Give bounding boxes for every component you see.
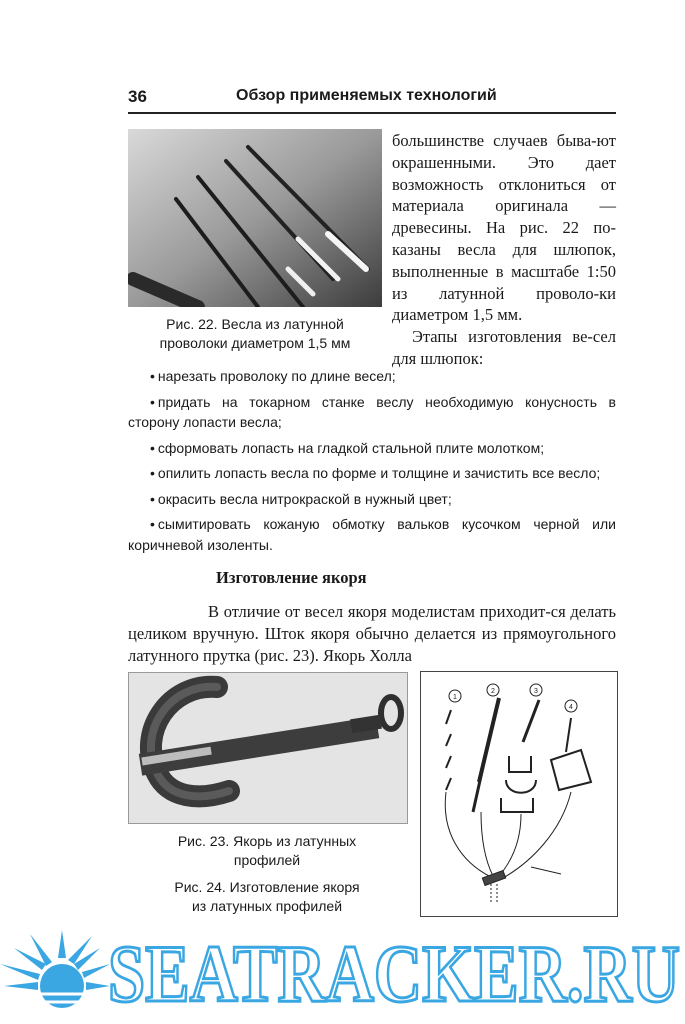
column-paragraph-1: большинстве случаев быва-ют окрашенными. Это дает возможность отклониться от материала оригинала — древесины. На рис. 22 по-казаны весла для шлюпок, выполненные в масштабе 1:50 из латунной проволо-ки диаметром 1,5 мм. [392, 131, 616, 325]
anchor-assembly-diagram [421, 672, 617, 916]
list-item: • сформовать лопасть на гладкой стальной плите молотком; [150, 439, 545, 456]
oars-illustration [128, 129, 382, 307]
sun-logo-icon [0, 928, 110, 1024]
figure-24-diagram [420, 671, 618, 917]
figure-23-caption-line2: профилей [233, 852, 301, 868]
step-label: 1 [453, 694, 457, 701]
page-number: 36 [128, 87, 147, 106]
figure-23-anchor-photo [128, 672, 408, 824]
bullet-dot: • [150, 516, 155, 532]
list-item: • сымитировать кожаную обмотку вальков кусочком черной или коричневой изоленты. [128, 516, 616, 553]
figure-24-caption-line2: из латунных профилей [191, 898, 343, 914]
figure-22-caption [128, 315, 382, 353]
figure-22-caption-line2: проволоки диаметром 1,5 мм [159, 335, 351, 351]
bullet-dot: • [150, 393, 155, 410]
right-column-text [392, 130, 616, 370]
watermark-text [108, 925, 685, 1015]
list-item: • придать на токарном станке веслу необходимую конусность в сторону лопасти весла; [128, 393, 616, 430]
figure-24-caption [128, 878, 406, 916]
steps-list [128, 366, 616, 560]
bullet-dot: • [150, 490, 155, 507]
column-paragraph-2: Этапы изготовления ве-сел для шлюпок: [392, 327, 616, 368]
anchor-illustration [129, 673, 407, 823]
figure-24-caption-line1: Рис. 24. Изготовление якоря [174, 879, 360, 895]
list-item: • окрасить весла нитрокраской в нужный цвет; [150, 490, 452, 507]
running-title: Обзор применяемых технологий [236, 87, 497, 104]
figure-23-caption [128, 832, 406, 870]
step-label: 4 [569, 704, 573, 711]
step-label: 2 [491, 688, 495, 695]
list-item: • опилить лопасть весла по форме и толщине и зачистить все весло; [150, 465, 601, 481]
header-rule [128, 112, 616, 114]
section-title: Изготовление якоря [216, 568, 367, 587]
bullet-dot: • [150, 439, 155, 456]
figure-23-caption-line1: Рис. 23. Якорь из латунных [177, 833, 357, 849]
figure-22-oars-photo [128, 129, 382, 307]
bullet-dot: • [150, 465, 155, 481]
step-label: 3 [534, 688, 538, 695]
watermark-label: SEATRACKER.RU [108, 928, 680, 1015]
figure-22-caption-line1: Рис. 22. Весла из латунной [166, 316, 344, 332]
bullet-dot: • [150, 368, 155, 384]
list-item: • нарезать проволоку по длине весел; [150, 368, 396, 384]
section-paragraph: В отличие от весел якоря моделистам приходит-ся делать целиком вручную. Шток якоря обычно делается из прямоугольного латунного прутка (рис. 23). Якорь Холла [128, 602, 616, 665]
